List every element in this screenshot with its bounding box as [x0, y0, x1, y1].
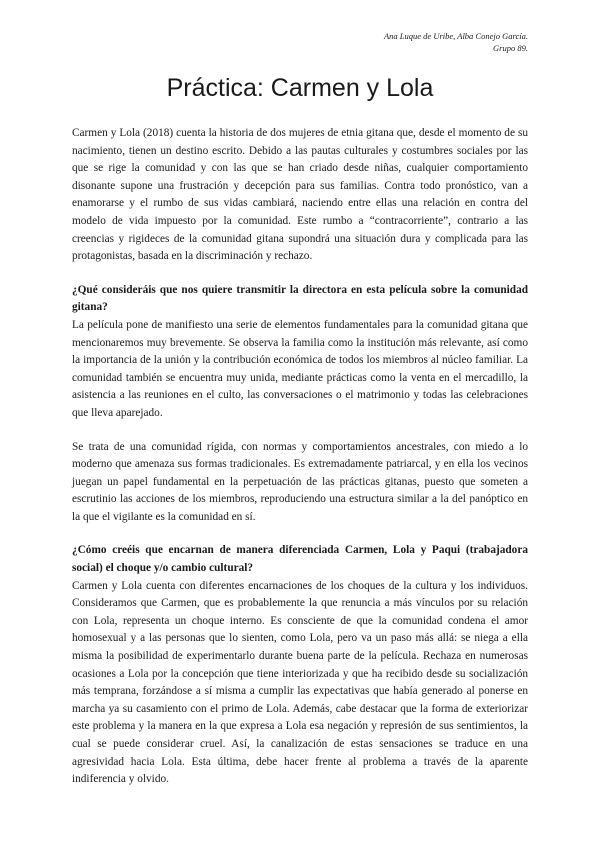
document-title: Práctica: Carmen y Lola	[166, 74, 434, 102]
answer-1-paragraph-1: La película pone de manifiesto una serie de elementos fundamentales para la comunidad gitana que mencionaremos muy brevemente. Se observa la familia como la institución más relevante, así como la importancia de la unión y la contribución económica de todos los miembros al núcleo familiar. La comunidad también se encuentra muy unida, mediante prácticas como la venta en el mercadillo, la asistencia a las reuniones en el culto, las conversaciones o el matrimonio y todas las celebraciones que lleva aparejado.	[72, 318, 528, 419]
header-authors: Ana Luque de Uribe, Alba Conejo García.	[383, 31, 528, 41]
question-1-heading: ¿Qué consideráis que nos quiere transmitir la directora en esta película sobre la comunidad gitana?	[72, 283, 528, 314]
intro-paragraph: Carmen y Lola (2018) cuenta la historia de dos mujeres de etnia gitana que, desde el momento de su nacimiento, tienen un destino escrito. Debido a las pautas culturales y costumbres sociales por las que se rige la comunidad y con las que se han criado desde niñas, cualquier comportamiento disonante supone una frustración y decepción para sus familias. Contra todo pronóstico, van a enamorarse y el rumbo de sus vidas cambiará, naciendo entre ellas una relación en contra del modelo de vida impuesto por la comunidad. Este rumbo a “contracorriente”, contrario a las creencias y rigideces de la comunidad gitana supondrá una situación dura y complicada para las protagonistas, basada en la discriminación y rechazo.	[72, 127, 528, 263]
document-body	[72, 125, 528, 789]
header-group: Grupo 89.	[493, 43, 528, 53]
question-2-heading: ¿Cómo creéis que encarnan de manera diferenciada Carmen, Lola y Paqui (trabajadora social) el choque y/o cambio cultural?	[72, 544, 528, 575]
answer-1-paragraph-2: Se trata de una comunidad rígida, con normas y comportamientos ancestrales, con miedo a lo moderno que amenaza sus formas tradicionales. Es extremadamente patriarcal, y en ella los vecinos juegan un papel fundamental en la perpetuación de las prácticas gitanas, puesto que someten a escrutinio las acciones de los miembros, reproduciendo una estructura similar a la del panóptico en la que el vigilante es la comunidad en sí.	[72, 440, 528, 523]
answer-2-paragraph-1: Carmen y Lola cuenta con diferentes encarnaciones de los choques de la cultura y los individuos. Consideramos que Carmen, que es probablemente la que renuncia a más vínculos por su relación con Lola, representa un choque interno. Es consciente de que la comunidad condena el amor homosexual y a las personas que lo sienten, como Lola, pero va un paso más allá: se niega a ella misma la posibilidad de experimentarlo durante buena parte de la película. Rechaza en numerosas ocasiones a Lola por la concepción que tiene interiorizada y que ha recibido desde su socialización más temprana, forzándose a sí misma a cumplir las expectativas que había generado al ponerse en marcha ya su casamiento con el primo de Lola. Además, cabe destacar que la forma de exteriorizar este problema y la manera en la que expresa a Lola esa negación y represión de sus sentimientos, la cual se puede considerar cruel. Así, la canalización de estas sensaciones se traduce en una agresividad hacia Lola. Esta última, debe hacer frente al problema a través de la aparente indiferencia y olvido.	[72, 579, 528, 786]
page-header	[384, 30, 528, 54]
